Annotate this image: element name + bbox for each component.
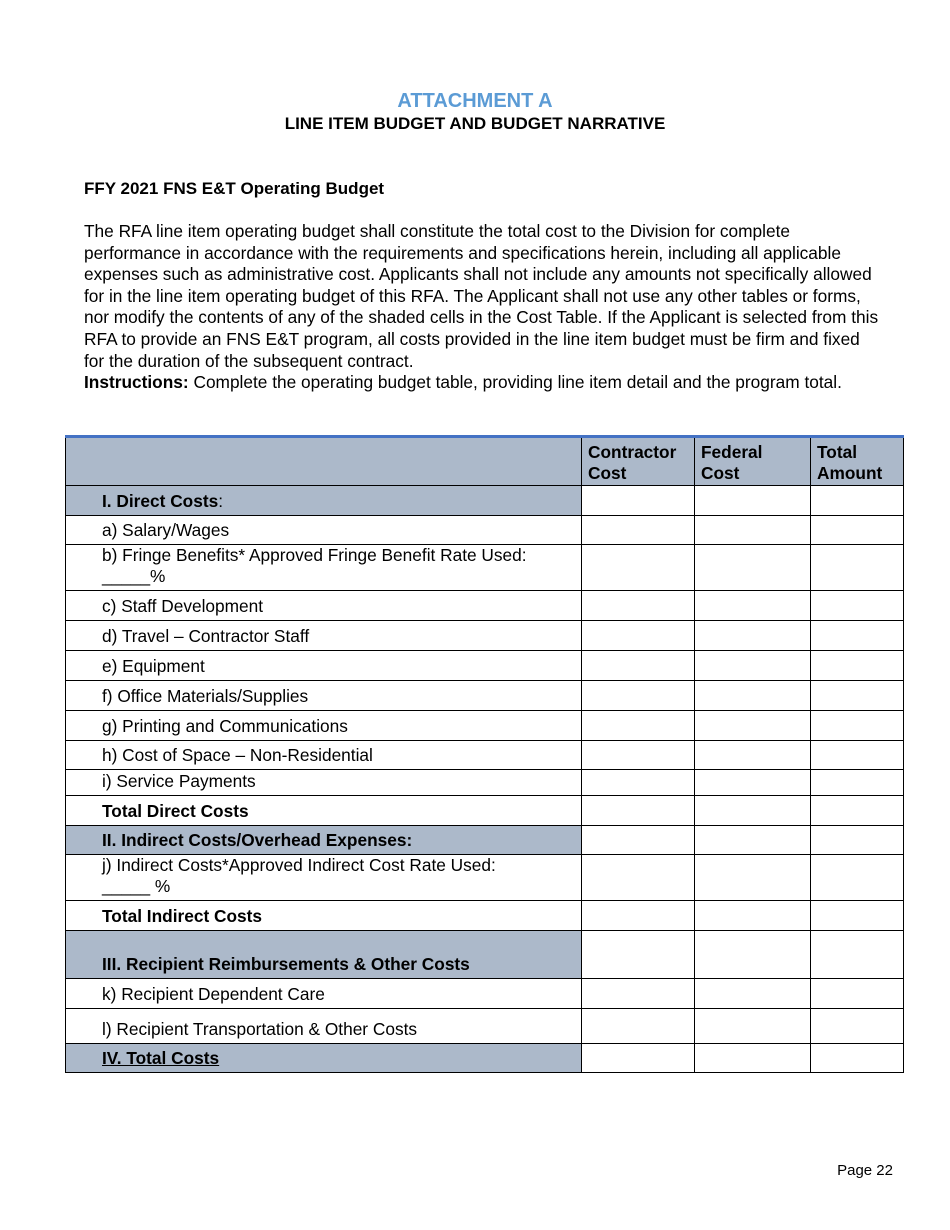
row-label: l) Recipient Transportation & Other Costs [66,1009,582,1044]
contractor-cost-cell[interactable] [582,796,695,826]
table-row [66,1009,904,1044]
table-row [66,681,904,711]
instructions-text: Complete the operating budget table, providing line item detail and the program total. [188,372,842,393]
row-label [66,545,582,591]
table-header-row [66,437,904,486]
total-amount-cell[interactable] [811,1009,904,1044]
total-amount-cell[interactable] [811,855,904,901]
row-label: a) Salary/Wages [66,516,582,545]
table-row [66,1044,904,1073]
total-amount-cell[interactable] [811,1044,904,1073]
contractor-cost-cell[interactable] [582,711,695,741]
header-total-amount: Total Amount [811,437,904,486]
federal-cost-cell[interactable] [695,591,811,621]
indirect-rate-blank: _____ % [102,876,171,896]
contractor-cost-cell[interactable] [582,621,695,651]
contractor-cost-cell[interactable] [582,901,695,931]
federal-cost-cell[interactable] [695,796,811,826]
table-row [66,621,904,651]
contractor-cost-cell[interactable] [582,681,695,711]
row-label [66,1044,582,1073]
federal-cost-cell[interactable] [695,711,811,741]
table-row [66,516,904,545]
fringe-rate-blank: _____% [102,566,166,586]
contractor-cost-cell[interactable] [582,770,695,796]
contractor-cost-cell[interactable] [582,516,695,545]
table-row [66,545,904,591]
table-row [66,651,904,681]
federal-cost-cell[interactable] [695,621,811,651]
federal-cost-cell[interactable] [695,545,811,591]
budget-description [84,221,884,394]
budget-heading: FFY 2021 FNS E&T Operating Budget [84,179,385,198]
federal-cost-cell[interactable] [695,516,811,545]
attachment-title: ATTACHMENT A [397,90,553,112]
row-label: Total Direct Costs [66,796,582,826]
row-label: g) Printing and Communications [66,711,582,741]
direct-costs-heading: I. Direct Costs [102,491,219,511]
federal-cost-cell[interactable] [695,979,811,1009]
total-amount-cell[interactable] [811,681,904,711]
row-label: c) Staff Development [66,591,582,621]
federal-cost-cell[interactable] [695,855,811,901]
row-label [66,855,582,901]
federal-cost-cell[interactable] [695,651,811,681]
contractor-cost-cell[interactable] [582,591,695,621]
federal-cost-cell[interactable] [695,486,811,516]
federal-cost-cell[interactable] [695,901,811,931]
federal-cost-cell[interactable] [695,681,811,711]
row-label: III. Recipient Reimbursements & Other Costs [66,931,582,979]
row-label [66,486,582,516]
contractor-cost-cell[interactable] [582,1009,695,1044]
header-blank-cell [66,437,582,486]
federal-cost-cell[interactable] [695,931,811,979]
total-amount-cell[interactable] [811,901,904,931]
table-row [66,486,904,516]
document-subtitle: LINE ITEM BUDGET AND BUDGET NARRATIVE [284,114,666,133]
contractor-cost-cell[interactable] [582,855,695,901]
row-label: II. Indirect Costs/Overhead Expenses: [66,826,582,855]
total-amount-cell[interactable] [811,741,904,770]
table-row [66,931,904,979]
table-row [66,770,904,796]
instructions-label: Instructions: [84,372,189,393]
total-amount-cell[interactable] [811,591,904,621]
total-amount-cell[interactable] [811,931,904,979]
total-amount-cell[interactable] [811,545,904,591]
total-amount-cell[interactable] [811,826,904,855]
contractor-cost-cell[interactable] [582,545,695,591]
table-row [66,741,904,770]
row-label: h) Cost of Space – Non-Residential [66,741,582,770]
contractor-cost-cell[interactable] [582,741,695,770]
row-label: i) Service Payments [66,770,582,796]
contractor-cost-cell[interactable] [582,651,695,681]
contractor-cost-cell[interactable] [582,486,695,516]
total-amount-cell[interactable] [811,796,904,826]
total-amount-cell[interactable] [811,711,904,741]
row-label: e) Equipment [66,651,582,681]
header-federal-cost: Federal Cost [695,437,811,486]
total-costs-label: IV. Total Costs [102,1048,220,1068]
direct-costs-colon: : [218,491,224,511]
total-amount-cell[interactable] [811,651,904,681]
page-number: Page 22 [837,1162,893,1179]
federal-cost-cell[interactable] [695,741,811,770]
indirect-line-1: j) Indirect Costs*Approved Indirect Cost Rate Used: [102,855,496,875]
fringe-line-1: b) Fringe Benefits* Approved Fringe Benefit Rate Used: [102,545,527,565]
header-contractor-cost: Contractor Cost [582,437,695,486]
table-row [66,826,904,855]
federal-cost-cell[interactable] [695,826,811,855]
table-row [66,979,904,1009]
row-label: d) Travel – Contractor Staff [66,621,582,651]
contractor-cost-cell[interactable] [582,1044,695,1073]
total-amount-cell[interactable] [811,486,904,516]
description-paragraph: The RFA line item operating budget shall constitute the total cost to the Division for complete performance in accordance with the requirements and specifications herein, including all applicable expenses such as administrative cost. Applicants shall not include any amounts not specifically allowed for in the line item operating budget of this RFA. The Applicant shall not use any other tables or forms, nor modify the contents of any of the shaded cells in the Cost Table. If the Applicant is selected from this RFA to provide an FNS E&T program, all costs provided in the line item budget must be firm and fixed for the duration of the subsequent contract. [84,221,879,371]
table-row [66,711,904,741]
federal-cost-cell[interactable] [695,1044,811,1073]
budget-table [65,435,904,1073]
total-amount-cell[interactable] [811,770,904,796]
table-row [66,855,904,901]
row-label: k) Recipient Dependent Care [66,979,582,1009]
federal-cost-cell[interactable] [695,770,811,796]
contractor-cost-cell[interactable] [582,826,695,855]
total-amount-cell[interactable] [811,621,904,651]
federal-cost-cell[interactable] [695,1009,811,1044]
table-row [66,591,904,621]
total-amount-cell[interactable] [811,979,904,1009]
total-amount-cell[interactable] [811,516,904,545]
row-label: f) Office Materials/Supplies [66,681,582,711]
table-row [66,901,904,931]
row-label: Total Indirect Costs [66,901,582,931]
contractor-cost-cell[interactable] [582,979,695,1009]
table-row [66,796,904,826]
contractor-cost-cell[interactable] [582,931,695,979]
